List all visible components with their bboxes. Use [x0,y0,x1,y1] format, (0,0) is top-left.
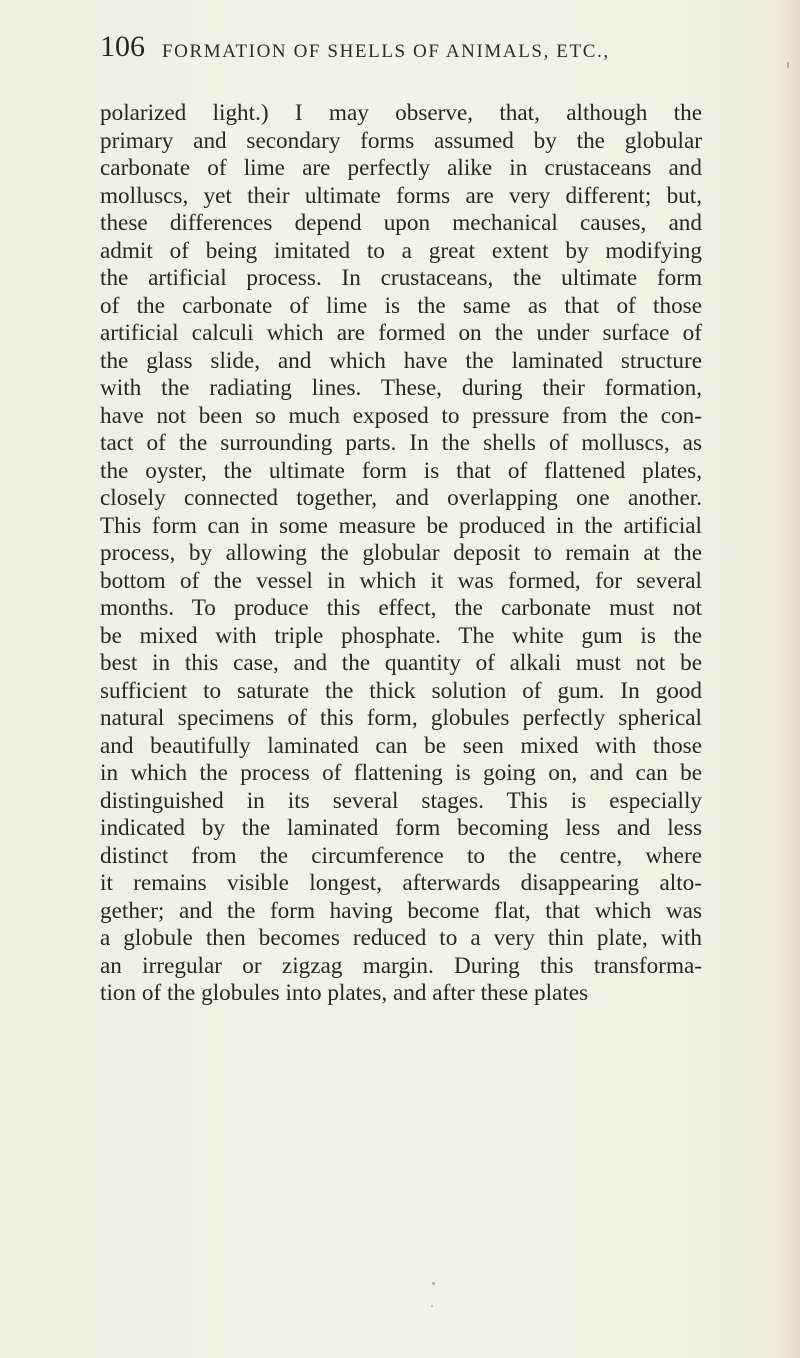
text-line-28: distinct from the circumference to the centre, where [100,842,702,869]
paper-speck [432,1282,435,1285]
running-title: FORMATION OF SHELLS OF ANIMALS, ETC., [162,41,610,62]
text-line-27: indicated by the laminated form becoming less and less [100,815,702,841]
text-line-32: an irregular or zigzag margin. During this transforma- [100,952,702,979]
paper-speck [431,1305,433,1307]
text-line-7: the artificial process. In crustaceans, the ultimate form [100,265,702,291]
text-line-29: it remains visible longest, afterwards disappearing alto- [100,870,702,896]
text-line-10: the glass slide, and which have the laminated structure [100,347,702,374]
page-edge-shadow [778,0,800,1358]
text-line-23: natural specimens of this form, globules perfectly spherical [100,705,702,731]
text-line-15: closely connected together, and overlapping one another. [100,485,702,511]
text-line-5: these differences depend upon mechanical causes, and [100,210,702,236]
text-line-11: with the radiating lines. These, during their formation, [100,375,702,401]
text-line-21: best in this case, and the quantity of alkali must not be [100,650,702,676]
text-line-13: tact of the surrounding parts. In the shells of molluscs, as [100,430,702,456]
text-line-12: have not been so much exposed to pressure from the con- [100,402,702,429]
text-line-9: artificial calculi which are formed on the under surface of [100,320,702,346]
text-line-16: This form can in some measure be produced in the artificial [100,512,702,539]
text-line-6: admit of being imitated to a great extent by modifying [100,237,702,264]
paper-speck [787,62,789,68]
text-line-8: of the carbonate of lime is the same as that of those [100,292,702,319]
text-line-31: a globule then becomes reduced to a very thin plate, with [100,925,702,951]
text-line-4: molluscs, yet their ultimate forms are very different; but, [100,182,702,209]
text-line-26: distinguished in its several stages. This is especially [100,787,702,814]
text-line-18: bottom of the vessel in which it was formed, for several [100,567,702,594]
text-line-2: primary and secondary forms assumed by the globular [100,127,702,154]
text-line-14: the oyster, the ultimate form is that of flattened plates, [100,457,702,484]
text-line-1: polarized light.) I may observe, that, although the [100,100,702,126]
page-header [100,30,720,74]
text-line-30: gether; and the form having become flat, that which was [100,897,702,924]
text-line-17: process, by allowing the globular deposit to remain at the [100,540,702,566]
text-line-25: in which the process of flattening is going on, and can be [100,760,702,786]
body-text [100,100,702,1008]
page-number: 106 [100,30,145,63]
text-line-19: months. To produce this effect, the carbonate must not [100,595,702,621]
text-line-22: sufficient to saturate the thick solution of gum. In good [100,677,702,704]
text-line-3: carbonate of lime are perfectly alike in crustaceans and [100,155,702,181]
text-line-20: be mixed with triple phosphate. The white gum is the [100,622,702,649]
text-line-24: and beautifully laminated can be seen mixed with those [100,732,702,759]
text-line-33: tion of the globules into plates, and after these plates [100,980,589,1006]
